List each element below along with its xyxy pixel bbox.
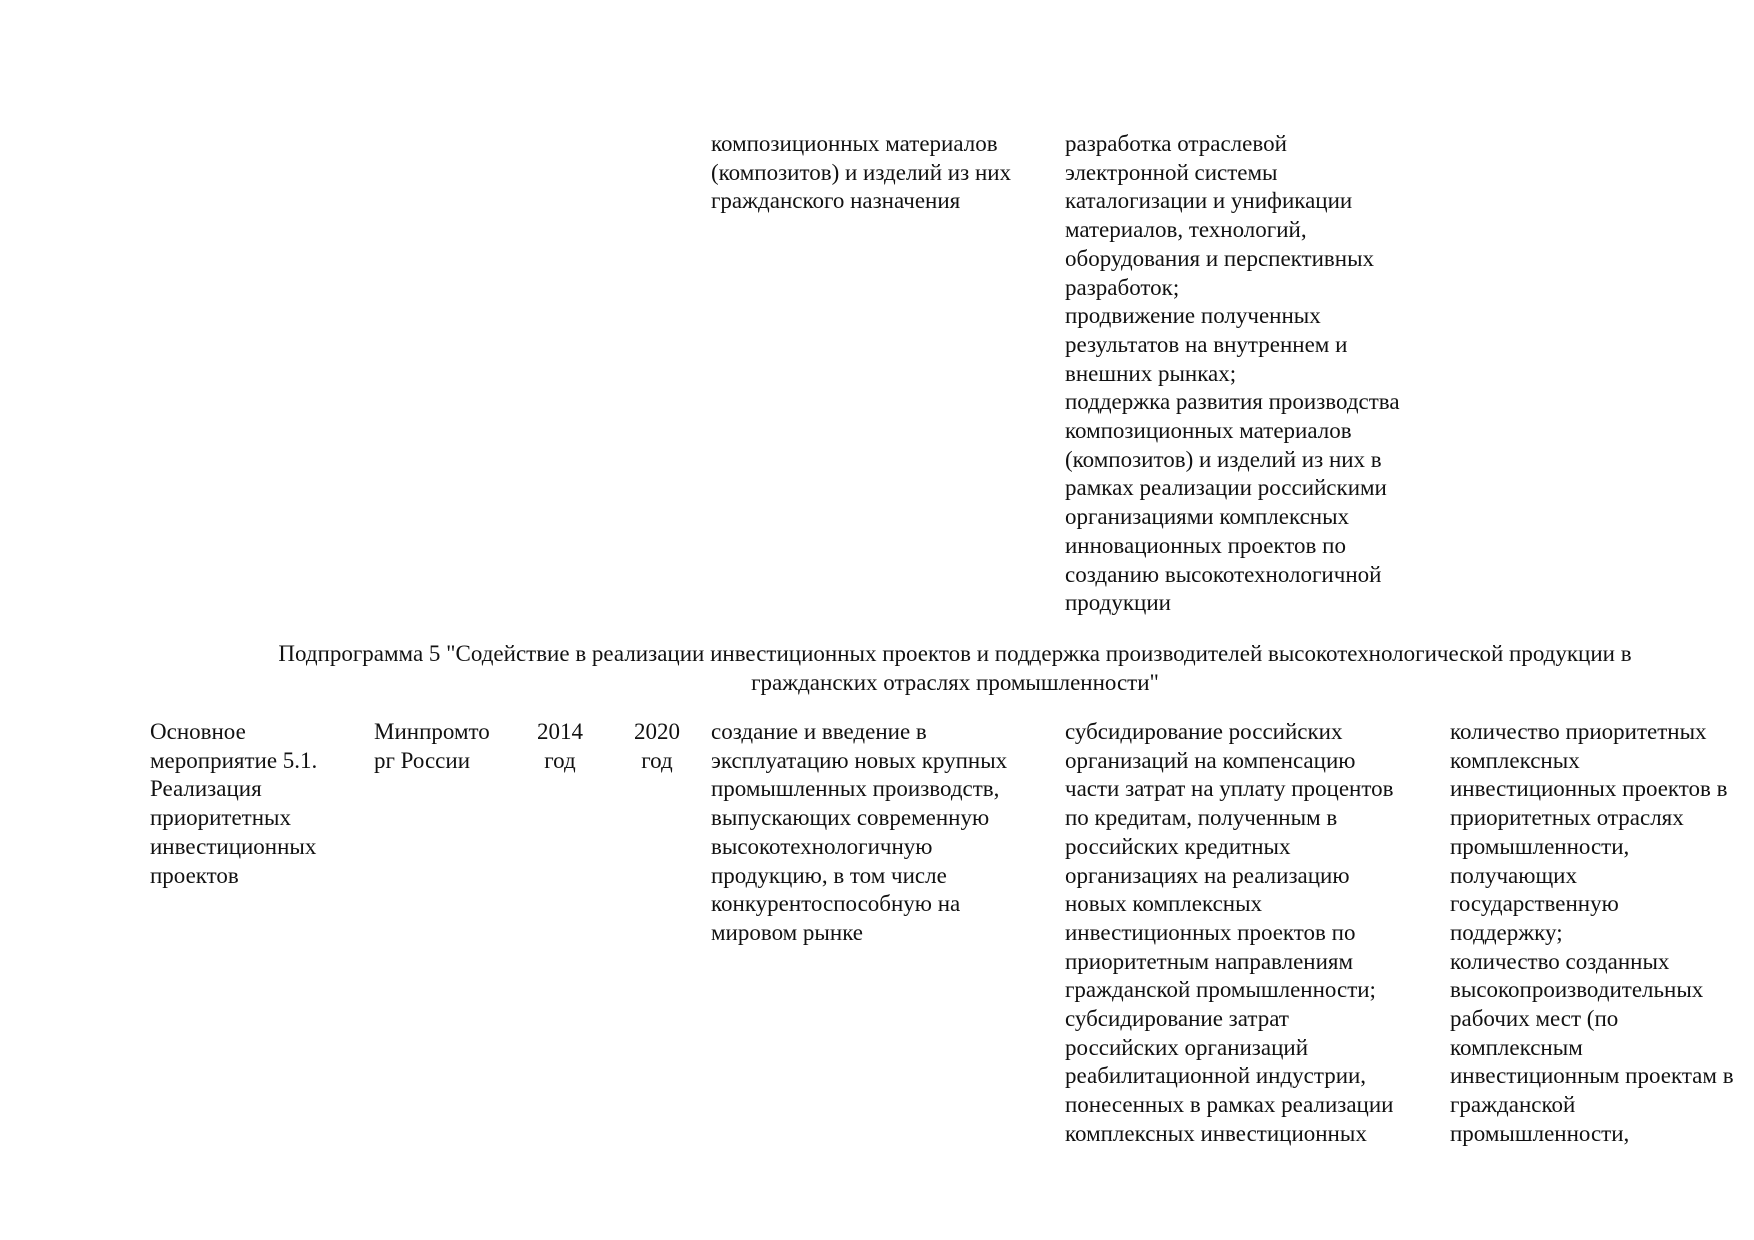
end-year-cell: 2020 год [634, 719, 680, 773]
activities-cell: субсидирование российских организаций на компенсацию части затрат на уплату процентов по кредитам, полученным в российских кредитных организациях на реализацию новых комплексных инвестиционных проектов по приоритетным направлениям гражданской промышленности; субсидирование затрат российских организаций реабилитационной индустрии, понесенных в рамках реализации комплексных инвестиционных [1065, 719, 1394, 1146]
executor-cell: Минпромто рг России [374, 719, 490, 773]
result-cell: создание и введение в эксплуатацию новых крупных промышленных производств, выпускающих современную высокотехнологичную продукцию, в том числе конкурентоспособную на мировом рынке [711, 719, 1008, 945]
start-year-cell: 2014 год [537, 719, 583, 773]
indicators-cell: количество приоритетных комплексных инвестиционных проектов в приоритетных отраслях промышленности, получающих государственную поддержку; количество созданных высокопроизводительных рабочих мест (по комплексным инвестиционным проектам в гражданской промышленности, [1450, 719, 1734, 1146]
continuation-activities-cell: разработка отраслевой электронной системы каталогизации и унификации материалов, технологий, оборудования и перспективных разработок; продвижение полученных результатов на внутреннем и внешних рынках; поддержка развития производства композиционных материалов (композитов) и изделий из них в рамках реализации российскими организациями комплексных инновационных проектов по созданию высокотехнологичной продукции [1065, 131, 1400, 616]
continuation-goal-cell: композиционных материалов (композитов) и изделий из них гражданского назначения [711, 131, 1012, 214]
measure-cell: Основное мероприятие 5.1. Реализация приоритетных инвестиционных проектов [150, 719, 318, 888]
subprogram-heading: Подпрограмма 5 "Содействие в реализации инвестиционных проектов и поддержка производителей высокотехнологической продукции в гражданских отраслях промышленности" [278, 641, 1632, 695]
